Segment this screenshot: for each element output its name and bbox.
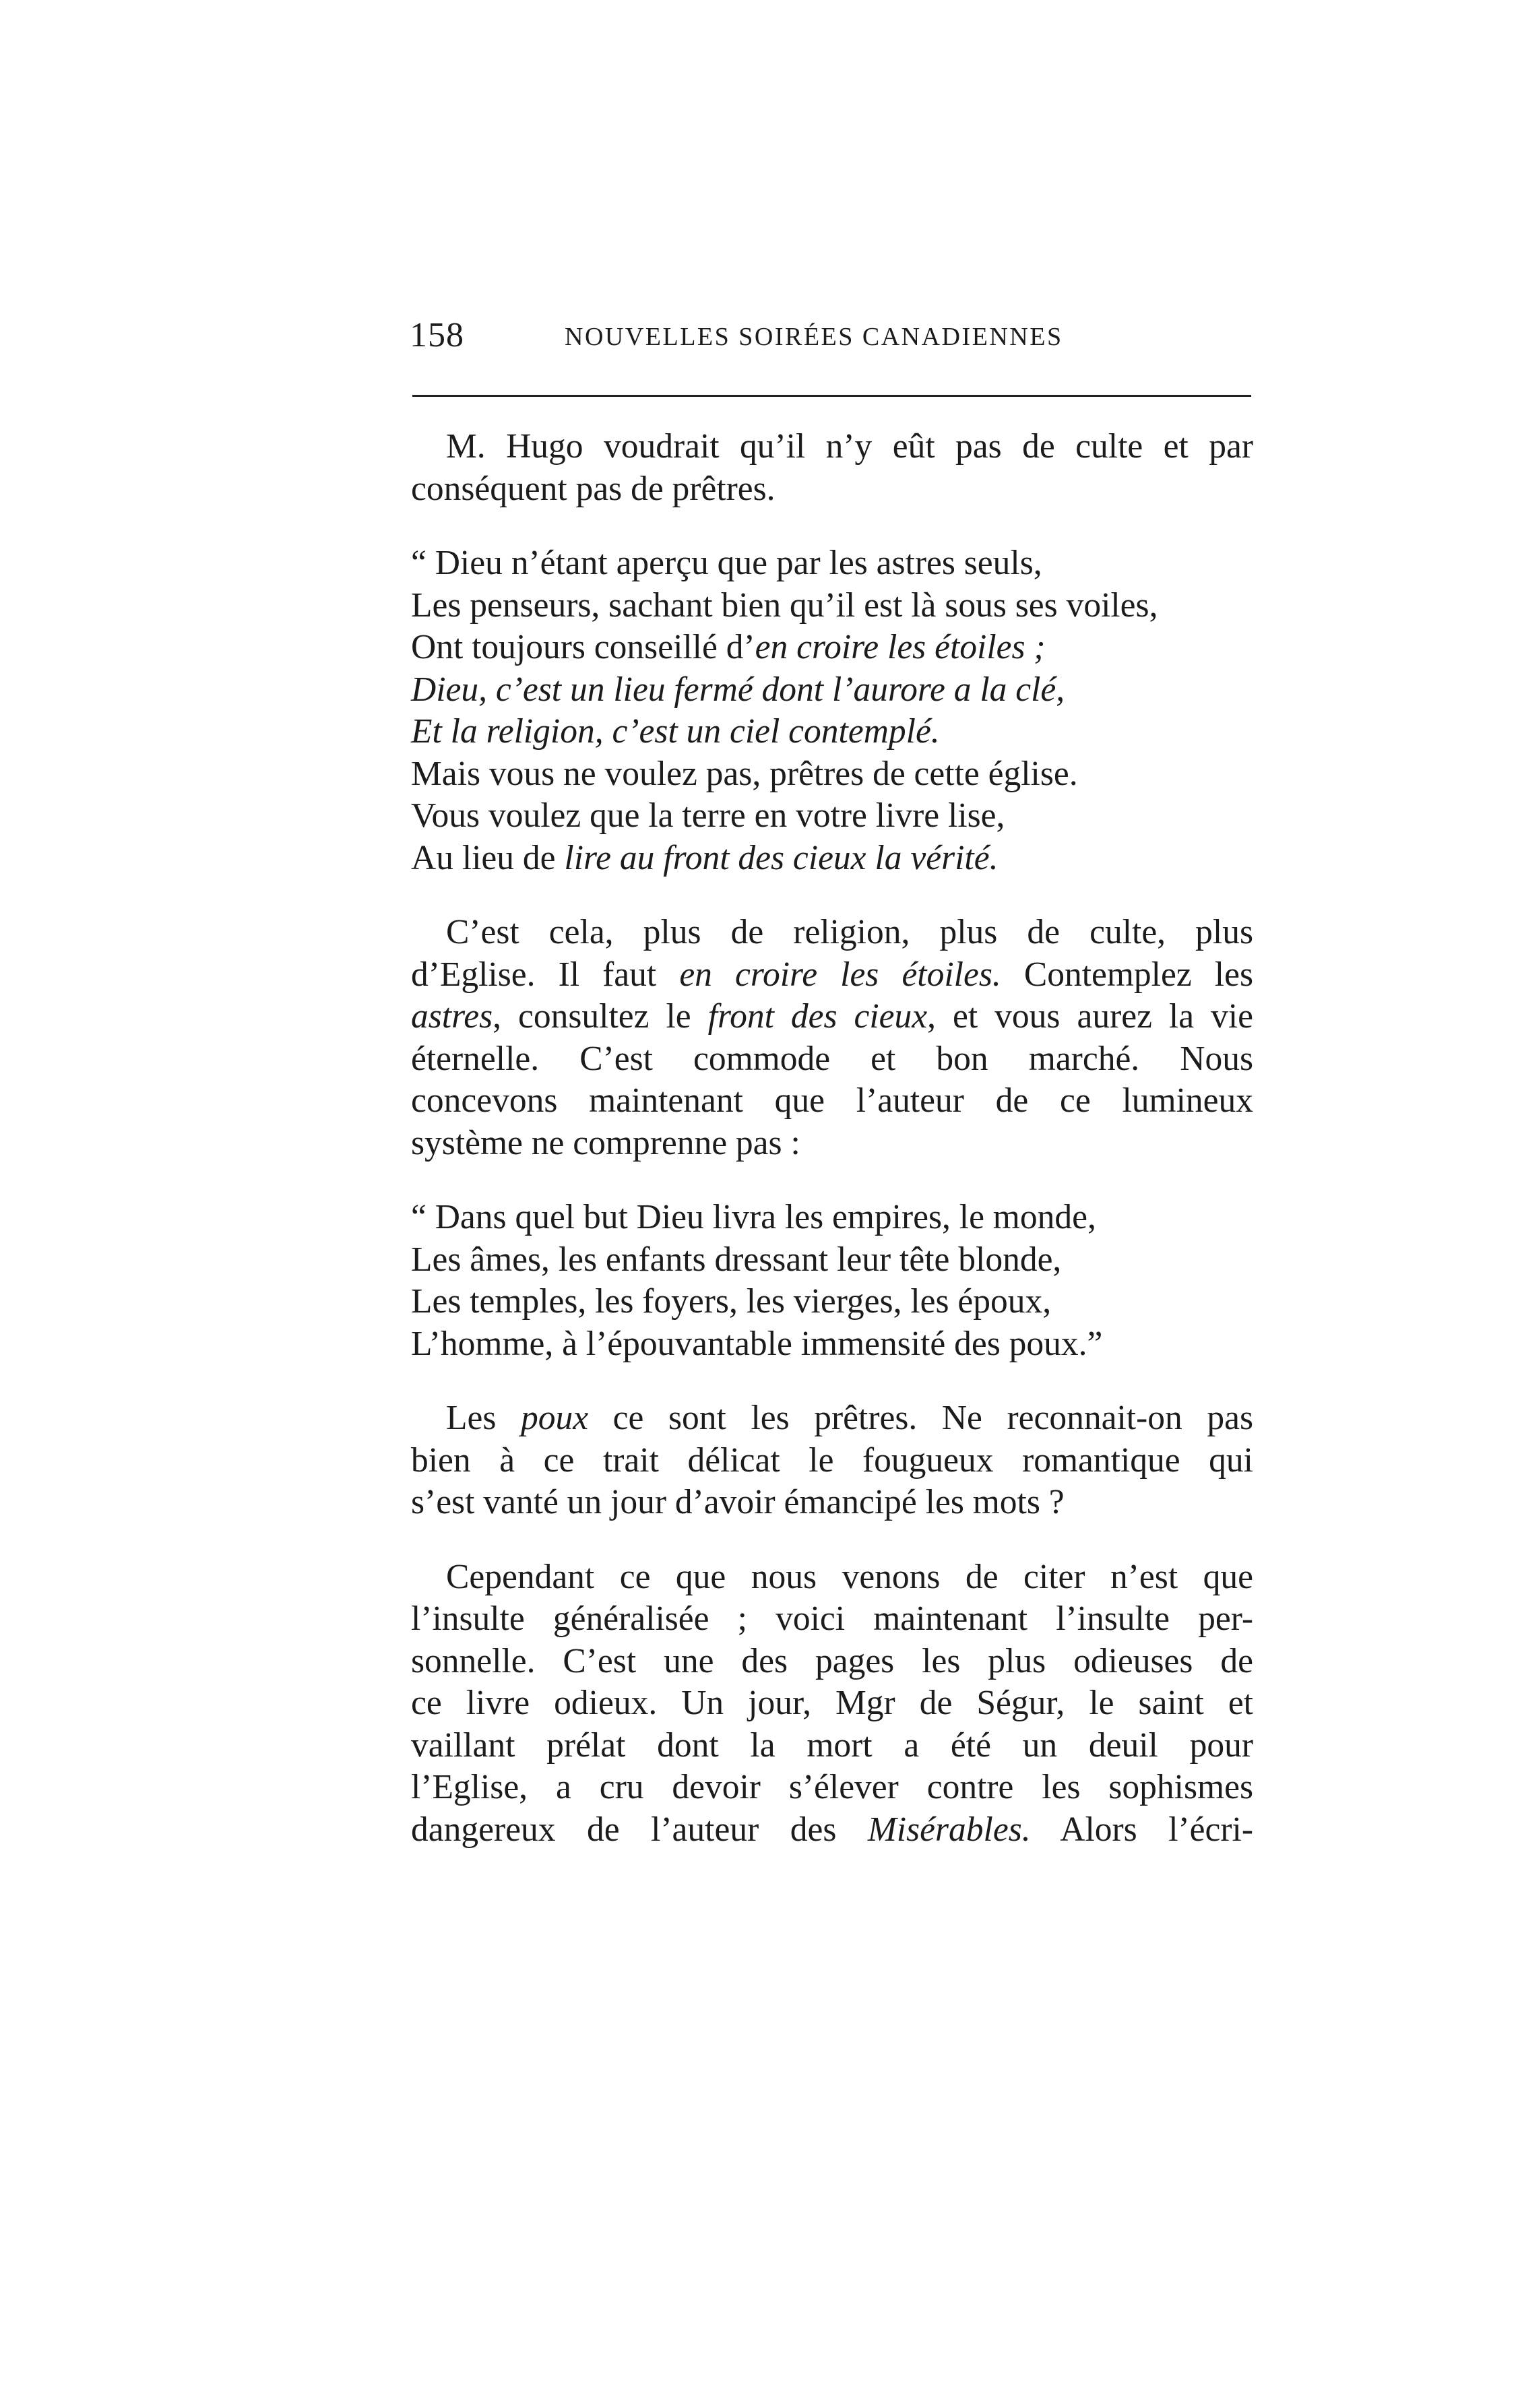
verse-line: “ Dieu n’étant aperçu que par les astres seuls, xyxy=(411,544,1042,582)
verse-line: L’homme, à l’épouvantable immensité des poux.” xyxy=(411,1324,1103,1363)
paragraph-3 xyxy=(411,1397,1253,1524)
verse-line: Les penseurs, sachant bien qu’il est là sous ses voiles, xyxy=(411,585,1158,625)
verse-line: Dieu, c’est un lieu fermé dont l’aurore a la clé, xyxy=(411,670,1065,709)
paragraph-4 xyxy=(411,1556,1253,1851)
text-line: Les poux ce sont les prêtres. Ne reconnait-on pas xyxy=(446,1399,1253,1437)
verse-line: “ Dans quel but Dieu livra les empires, le monde, xyxy=(411,1198,1096,1236)
paragraph-1 xyxy=(411,426,1253,510)
paragraph-2 xyxy=(411,912,1253,1164)
header-rule xyxy=(412,395,1251,397)
verse-line: Vous voulez que la terre en votre livre lise, xyxy=(411,796,1005,835)
verse-line: Les âmes, les enfants dressant leur tête blonde, xyxy=(411,1240,1062,1279)
verse-line: Au lieu de lire au front des cieux la vérité. xyxy=(411,838,999,877)
text-line: ce livre odieux. Un jour, Mgr de Ségur, le saint et xyxy=(411,1684,1253,1722)
text-line: dangereux de l’auteur des Misérables. Alors l’écri- xyxy=(411,1810,1253,1849)
verse-line: Les temples, les foyers, les vierges, les époux, xyxy=(411,1282,1052,1321)
text-line: C’est cela, plus de religion, plus de culte, plus xyxy=(446,913,1253,951)
text-line: bien à ce trait délicat le fougueux romantique qui xyxy=(411,1440,1253,1480)
text-line: éternelle. C’est commode et bon marché. Nous xyxy=(411,1039,1253,1078)
verse-line: Mais vous ne voulez pas, prêtres de cette église. xyxy=(411,754,1078,793)
verse-quote-1 xyxy=(411,542,1253,879)
text-line: l’insulte généralisée ; voici maintenant l’insulte per- xyxy=(411,1599,1253,1638)
text-line: M. Hugo voudrait qu’il n’y eût pas de culte et par xyxy=(446,427,1253,466)
text-line: concevons maintenant que l’auteur de ce lumineux xyxy=(411,1081,1253,1120)
text-line: sonnelle. C’est une des pages les plus odieuses de xyxy=(411,1641,1253,1680)
verse-line: Et la religion, c’est un ciel contemplé. xyxy=(411,712,940,751)
text-line: s’est vanté un jour d’avoir émancipé les mots ? xyxy=(411,1483,1065,1521)
text-line: l’Eglise, a cru devoir s’élever contre les sophismes xyxy=(411,1768,1253,1806)
verse-quote-2 xyxy=(411,1197,1253,1365)
running-title: NOUVELLES SOIRÉES CANADIENNES xyxy=(565,323,1063,351)
text-line: vaillant prélat dont la mort a été un deuil pour xyxy=(411,1725,1253,1765)
body-text xyxy=(411,426,1253,1851)
page-number: 158 xyxy=(410,316,464,354)
text-line: d’Eglise. Il faut en croire les étoiles. Contemplez les xyxy=(411,955,1253,994)
verse-line: Ont toujours conseillé d’en croire les étoiles ; xyxy=(411,628,1046,666)
text-line: Cependant ce que nous venons de citer n’est que xyxy=(446,1557,1253,1596)
text-line: conséquent pas de prêtres. xyxy=(411,469,776,508)
page-header xyxy=(410,302,1252,356)
text-line: astres, consultez le front des cieux, et vous aurez la vie xyxy=(411,997,1254,1036)
text-line: système ne comprenne pas : xyxy=(411,1123,800,1162)
